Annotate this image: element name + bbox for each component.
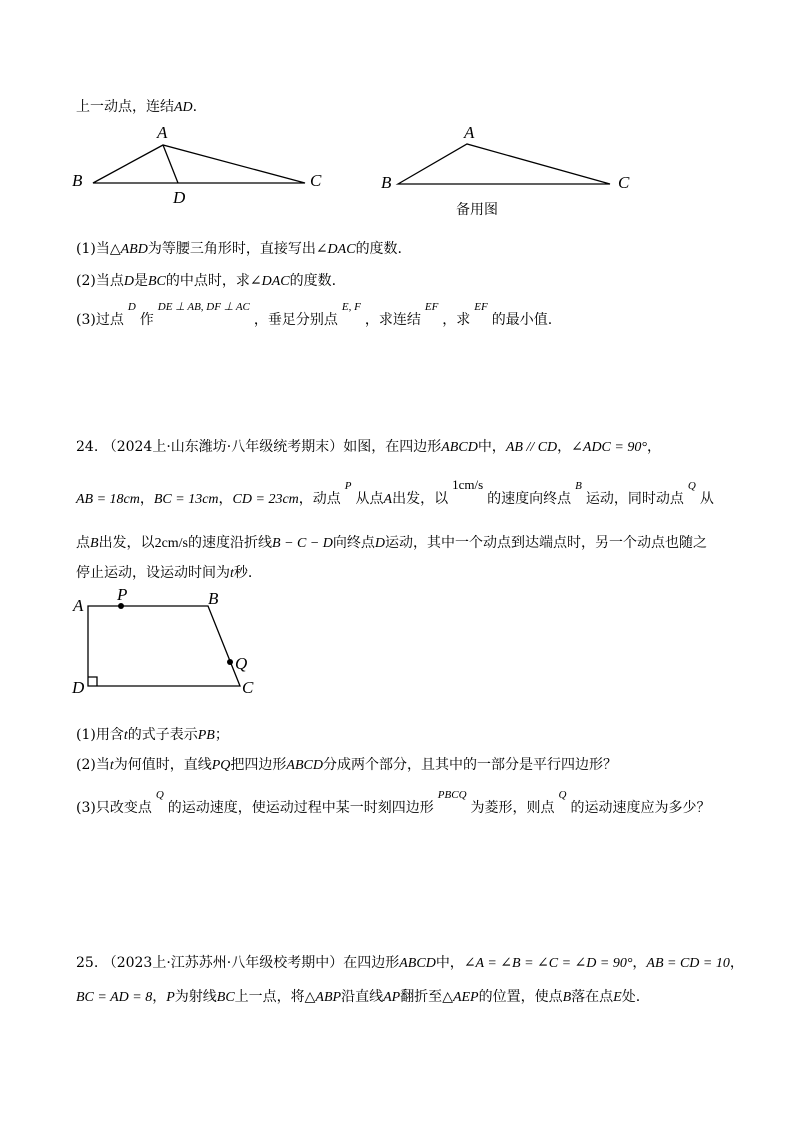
q23-intro: 上一动点，连结AD. xyxy=(76,99,198,115)
fig1-label-D: D xyxy=(173,188,186,207)
q24-figure xyxy=(0,586,800,706)
q23-triangle-main xyxy=(93,145,305,183)
point-Q xyxy=(227,659,233,665)
fig2-caption: 备用图 xyxy=(456,202,498,218)
math-AD: AD xyxy=(174,100,193,115)
fig-label-B: B xyxy=(208,589,219,608)
trapezoid-ABCD xyxy=(88,606,240,686)
q23-triangle-spare xyxy=(398,144,610,184)
q24-part1: (1)用含t的式子表示PB； xyxy=(76,727,229,743)
q24-line2: AB = 18cm，BC = 13cm，CD = 23cm，动点$^P$从点A出发，以1cm/s的速度向终点$^B$运动，同时动点$^Q$从 xyxy=(76,477,714,507)
q25-line1: 25. （2023上·江苏苏州·八年级校考期中）在四边形ABCD中，∠A = ∠B = ∠C = ∠D = 90°，AB = CD = 10， xyxy=(76,955,744,971)
q25-line2: BC = AD = 8，P为射线BC上一点，将△ABP沿直线AP翻折至△AEP的位置，使点B落在点E处. xyxy=(76,989,641,1005)
fig1-label-A: A xyxy=(157,123,168,142)
q23-part2: (2)当点D是BC的中点时，求∠DAC的度数. xyxy=(76,273,337,289)
q23-figures xyxy=(0,110,800,340)
fig-label-P: P xyxy=(117,586,128,604)
q24-line1: 24. （2024上·山东潍坊·八年级统考期末）如图，在四边形ABCD中，AB // CD，∠ADC = 90°， xyxy=(76,439,661,455)
right-angle-mark xyxy=(88,677,97,686)
q23-part3: (3)过点$^D$作$^{DE \perp AB, DF \perp AC}$，垂足分别点$^{E, F}$，求连结$^{EF}$，求$^{EF}$的最小值. xyxy=(76,301,553,328)
fig1-label-C: C xyxy=(310,171,322,190)
q24-line3: 点B出发，以2cm/s的速度沿折线B − C − D向终点D运动，其中一个动点到达端点时，另一个动点也随之 xyxy=(76,535,708,551)
fig-label-A: A xyxy=(73,596,84,615)
fig2-label-A: A xyxy=(464,123,475,142)
q24-line4: 停止运动，设运动时间为t秒. xyxy=(76,565,253,581)
q24-part3: (3)只改变点$^Q$的运动速度，使运动过程中某一时刻四边形$^{PBCQ}$为菱形，则点$^Q$的运动速度应为多少？ xyxy=(76,789,711,816)
fig-label-C: C xyxy=(242,678,254,697)
fig-label-D: D xyxy=(72,678,85,697)
fig2-label-B: B xyxy=(381,173,392,192)
q23-part1: (1)当△ABD为等腰三角形时，直接写出∠DAC的度数. xyxy=(76,241,403,257)
fig2-label-C: C xyxy=(618,173,630,192)
q24-part2: (2)当t为何值时，直线PQ把四边形ABCD分成两个部分，且其中的一部分是平行四边形？ xyxy=(76,757,617,773)
fig1-label-B: B xyxy=(72,171,83,190)
fig-label-Q: Q xyxy=(235,654,248,673)
